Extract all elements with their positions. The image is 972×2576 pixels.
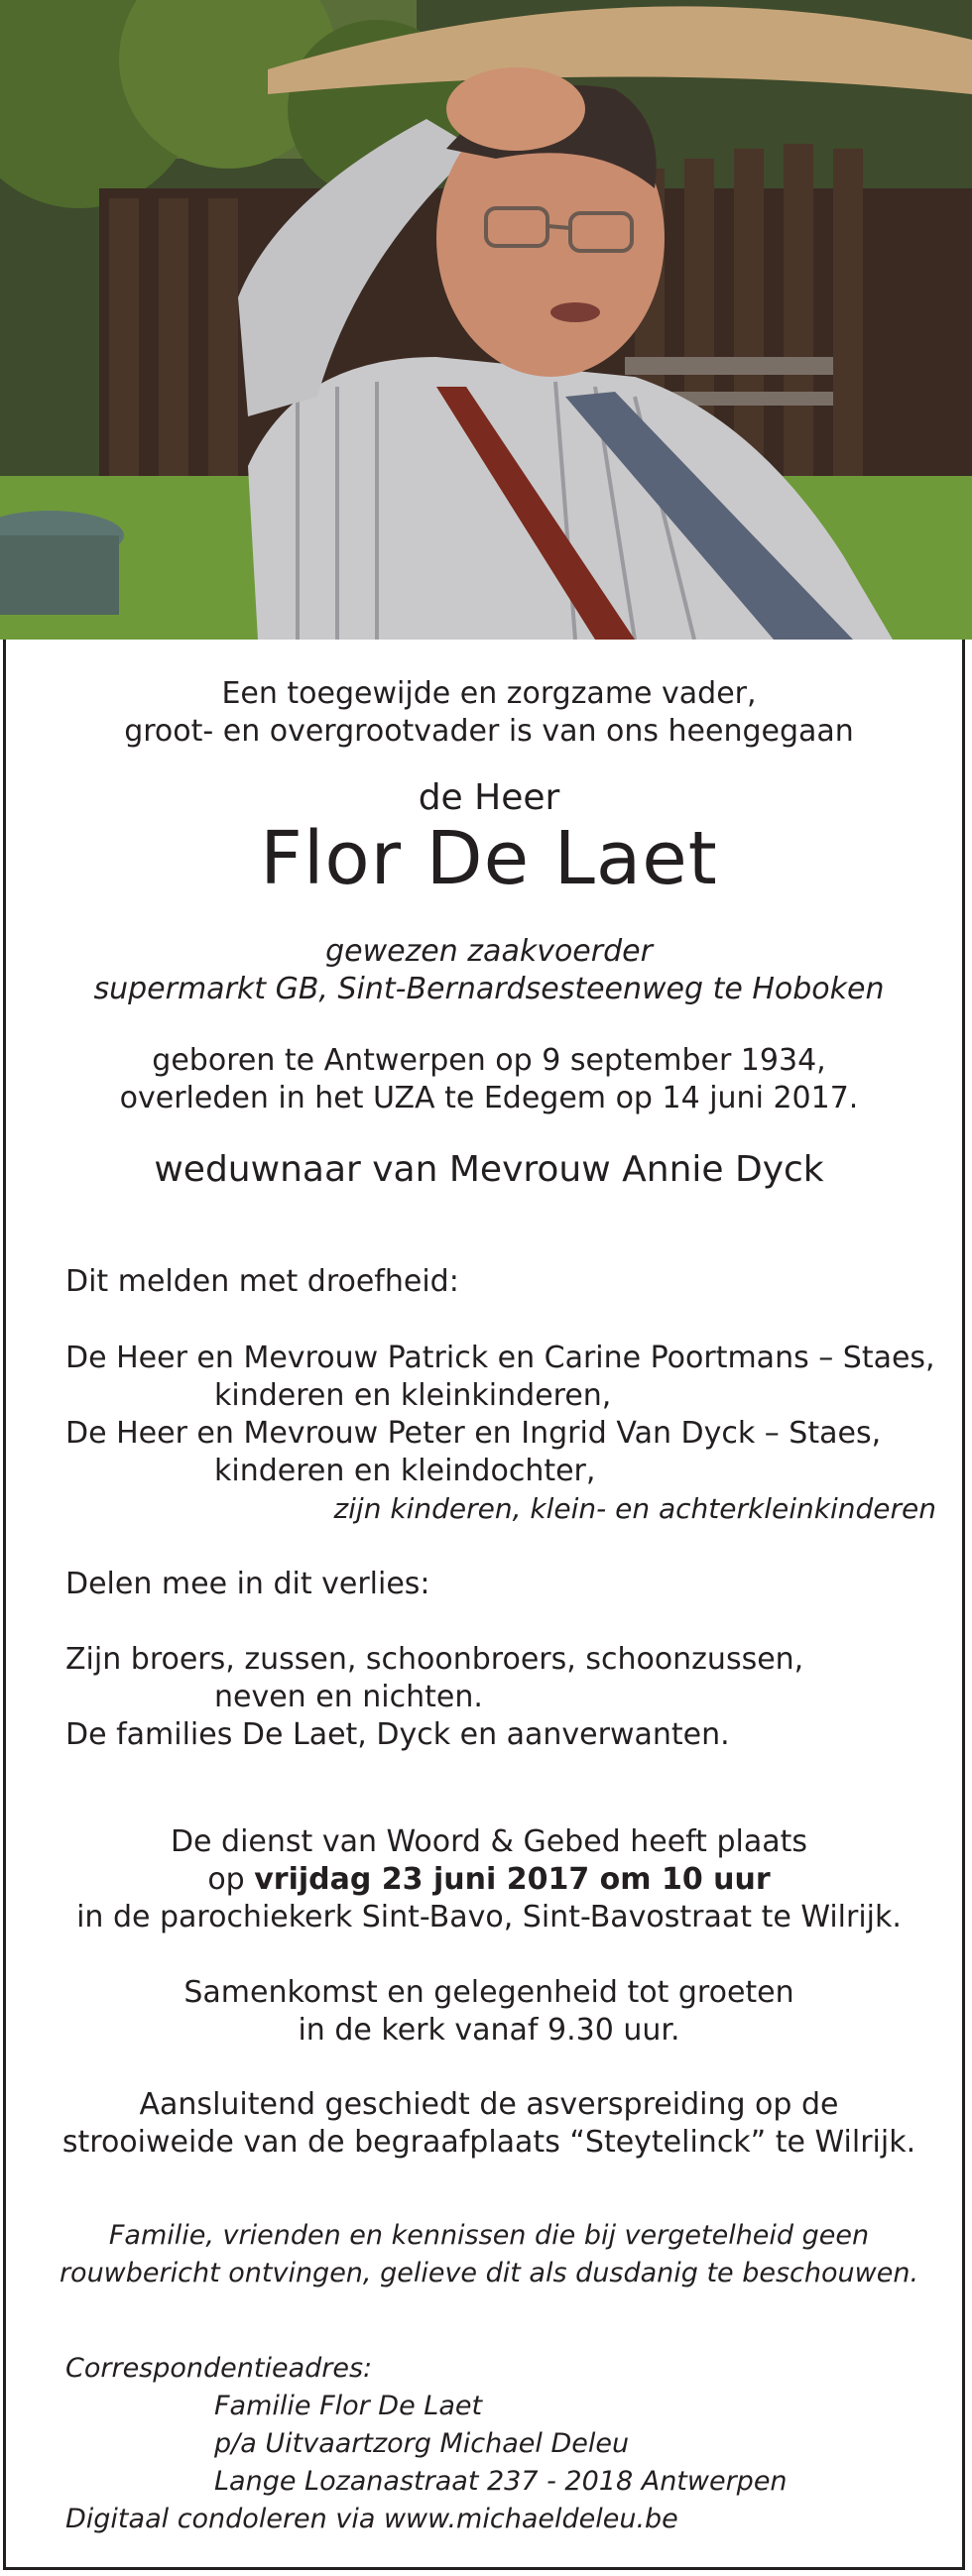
correspondence-line-3: Lange Lozanastraat 237 - 2018 Antwerpen <box>214 2466 788 2497</box>
service-line-3: in de parochiekerk Sint-Bavo, Sint-Bavostraat te Wilrijk. <box>76 1900 902 1934</box>
family-2-sub: kinderen en kleindochter, <box>214 1454 596 1488</box>
service-line-2 <box>6 1861 972 1899</box>
ashes-line-1: Aansluitend geschiedt de asverspreiding op de <box>139 2087 839 2122</box>
portrait-illustration <box>0 0 972 640</box>
service-line-1: De dienst van Woord & Gebed heeft plaats <box>170 1824 808 1859</box>
sharing-line-1: Zijn broers, zussen, schoonbroers, schoonzussen, <box>65 1642 804 1677</box>
correspondence-line-2: p/a Uitvaartzorg Michael Deleu <box>214 2428 630 2459</box>
gathering-line-1: Samenkomst en gelegenheid tot groeten <box>183 1975 794 2010</box>
family-2: De Heer en Mevrouw Peter en Ingrid Van Dyck – Staes, <box>65 1416 882 1451</box>
family-1-sub: kinderen en kleinkinderen, <box>214 1378 612 1413</box>
service-prefix: op <box>207 1862 255 1897</box>
death-line: overleden in het UZA te Edegem op 14 juni 2017. <box>119 1081 859 1115</box>
deceased-honorific: de Heer <box>418 777 560 818</box>
sharing-heading: Delen mee in dit verlies: <box>65 1567 430 1601</box>
family-summary: zijn kinderen, klein- en achterkleinkinderen <box>333 1492 936 1525</box>
correspondence-heading: Correspondentieadres: <box>65 2353 373 2384</box>
deceased-name: Flor De Laet <box>260 816 718 901</box>
sharing-line-2: De families De Laet, Dyck en aanverwanten. <box>65 1717 730 1752</box>
occupation-line-2: supermarkt GB, Sint-Bernardsesteenweg te Hoboken <box>93 972 885 1006</box>
online-condolence-link[interactable]: Digitaal condoleren via www.michaeldeleu.be <box>65 2504 678 2534</box>
ashes-line-2: strooiweide van de begraafplaats “Steytelinck” te Wilrijk. <box>61 2125 916 2160</box>
correspondence-line-1: Familie Flor De Laet <box>214 2391 483 2421</box>
notice-line-1: Familie, vrienden en kennissen die bij vergetelheid geen <box>108 2220 870 2251</box>
service-date: vrijdag 23 juni 2017 om 10 uur <box>254 1862 771 1897</box>
birth-line: geboren te Antwerpen op 9 september 1934, <box>152 1043 826 1078</box>
announcers-heading: Dit melden met droefheid: <box>65 1264 459 1299</box>
spouse-line: weduwnaar van Mevrouw Annie Dyck <box>154 1149 824 1190</box>
family-1: De Heer en Mevrouw Patrick en Carine Poortmans – Staes, <box>65 1341 935 1375</box>
occupation-line-1: gewezen zaakvoerder <box>325 934 653 969</box>
notice-line-2: rouwbericht ontvingen, gelieve dit als dusdanig te beschouwen. <box>59 2258 919 2288</box>
intro-line-1: Een toegewijde en zorgzame vader, <box>221 676 757 711</box>
portrait-photo <box>0 0 972 640</box>
gathering-line-2: in de kerk vanaf 9.30 uur. <box>298 2013 680 2048</box>
obituary-card <box>3 640 965 2570</box>
sharing-line-1-sub: neven en nichten. <box>214 1680 483 1714</box>
intro-line-2: groot- en overgrootvader is van ons heengegaan <box>124 714 854 749</box>
